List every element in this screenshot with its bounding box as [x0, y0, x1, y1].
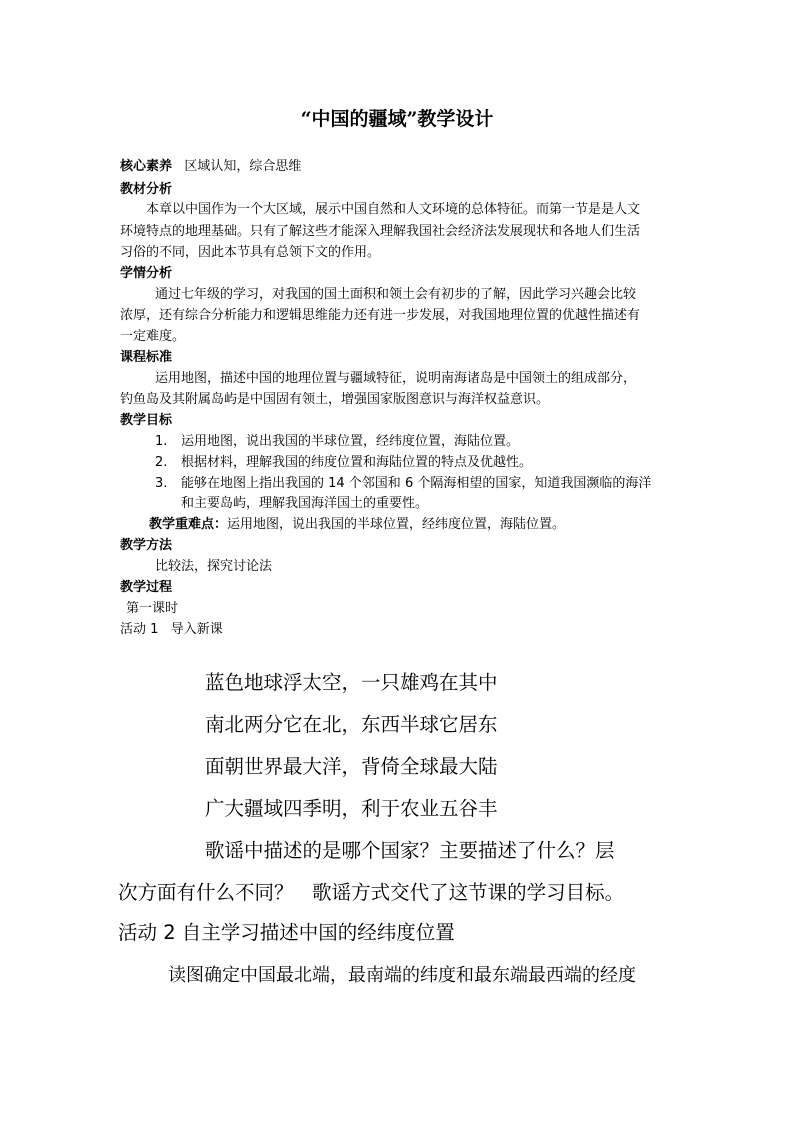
key-difficulty-label: 教学重难点：	[149, 517, 228, 532]
core-literacy-value: 区域认知，综合思维	[184, 159, 302, 174]
goal-text: 根据材料，理解我国的纬度位置和海陆位置的特点及优越性。	[181, 455, 533, 470]
textbook-line: 本章以中国作为一个大区域，展示中国自然和人文环境的总体特征。而第一节是是人文	[146, 202, 641, 217]
textbook-line: 习俗的不同，因此本节具有总领下文的作用。	[120, 245, 381, 260]
key-difficulty-row	[149, 515, 565, 535]
students-heading: 学情分析	[120, 266, 173, 281]
core-literacy-row	[120, 157, 301, 177]
goal-item	[155, 432, 519, 452]
key-difficulty-text: 运用地图，说出我国的半球位置，经纬度位置，海陆位置。	[227, 517, 566, 532]
poem-line: 蓝色地球浮太空，一只雄鸡在其中	[205, 671, 498, 694]
standard-line: 钓鱼岛及其附属岛屿是中国固有领土，增强国家版图意识与海洋权益意识。	[120, 392, 550, 407]
standard-line: 运用地图，描述中国的地理位置与疆域特征，说明南海诸岛是中国领土的组成部分，	[155, 371, 637, 386]
goal-item-continued: 和主要岛屿，理解我国海洋国土的重要性。	[181, 496, 429, 511]
goal-text: 能够在地图上指出我国的 14 个邻国和 6 个隔海相望的国家，知道我国濒临的海洋	[181, 476, 652, 491]
methods-heading: 教学方法	[120, 538, 173, 553]
page-title: “中国的疆域”教学设计	[300, 108, 494, 130]
goal-item	[155, 474, 651, 494]
students-line: 通过七年级的学习，对我国的国土面积和领土会有初步的了解，因此学习兴趣会比较	[155, 287, 637, 302]
textbook-heading: 教材分析	[120, 182, 173, 197]
process-heading: 教学过程	[120, 580, 173, 595]
question-line: 次方面有什么不同？ 歌谣方式交代了这节课的学习目标。	[118, 881, 625, 904]
poem-line: 南北两分它在北，东西半球它居东	[205, 713, 498, 736]
textbook-line: 环境特点的地理基础。只有了解这些才能深入理解我国社会经济法发展现状和各地人们生活	[120, 224, 641, 239]
lesson-label: 第一课时	[126, 601, 179, 616]
students-line: 浓厚，还有综合分析能力和逻辑思维能力还有进一步发展，对我国地理位置的优越性描述有	[120, 308, 641, 323]
goal-number: 2.	[155, 455, 168, 470]
standard-heading: 课程标准	[120, 350, 173, 365]
goal-text: 运用地图，说出我国的半球位置，经纬度位置，海陆位置。	[181, 434, 520, 449]
poem-line: 面朝世界最大洋，背倚全球最大陆	[205, 755, 498, 778]
poem-line: 广大疆域四季明，利于农业五谷丰	[205, 797, 498, 820]
activity-2-task: 读图确定中国最北端，最南端的纬度和最东端最西端的经度	[168, 965, 636, 986]
goals-heading: 教学目标	[120, 413, 173, 428]
activity-1-label: 活动 1 导入新课	[120, 622, 223, 637]
methods-text: 比较法，探究讨论法	[155, 559, 273, 574]
goal-number: 3.	[155, 476, 168, 491]
question-line: 歌谣中描述的是哪个国家？主要描述了什么？层	[205, 839, 615, 862]
activity-2-heading: 活动 2 自主学习描述中国的经纬度位置	[118, 921, 455, 944]
goal-item	[155, 453, 532, 473]
core-literacy-label: 核心素养	[120, 159, 173, 174]
students-line: 一定难度。	[120, 329, 186, 344]
goal-number: 1.	[155, 434, 168, 449]
